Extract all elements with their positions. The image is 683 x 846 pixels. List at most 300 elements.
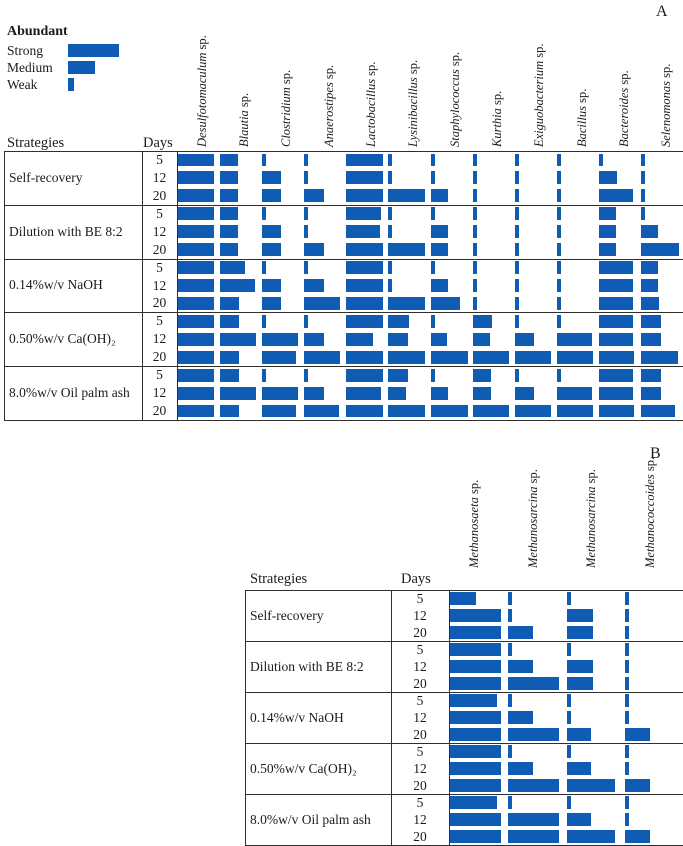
day-label: 20 <box>152 403 167 419</box>
abundance-bar <box>178 189 214 202</box>
abundance-bar <box>178 207 214 220</box>
abundance-bar <box>625 796 629 808</box>
abundance-bar <box>508 813 559 825</box>
abundance-bar <box>508 796 512 808</box>
strategy-label: Dilution with BE 8:2 <box>9 223 123 239</box>
abundance-bar <box>508 694 512 706</box>
abundance-bar <box>304 369 308 382</box>
legend-item <box>7 44 119 57</box>
abundance-bar <box>473 333 491 346</box>
abundance-bar <box>431 171 435 184</box>
abundance-bar <box>262 315 266 328</box>
day-label: 5 <box>156 259 163 275</box>
abundance-bar <box>346 405 382 418</box>
abundance-bar <box>450 830 502 842</box>
abundance-bar <box>304 207 308 220</box>
abundance-bar <box>431 333 448 346</box>
abundance-bar <box>450 677 502 689</box>
abundance-bar <box>262 207 266 220</box>
abundance-bar <box>508 677 559 689</box>
legend-bar <box>68 61 95 74</box>
abundance-bar <box>515 154 519 167</box>
abundance-bar <box>641 369 661 382</box>
abundance-bar <box>557 243 561 256</box>
day-label: 20 <box>152 295 167 311</box>
abundance-bar <box>625 643 629 655</box>
strategy-label: Self-recovery <box>250 607 324 623</box>
strategy-label: 0.50%w/v Ca(OH)₂ <box>9 331 116 347</box>
abundance-bar <box>515 297 519 310</box>
legend-bar <box>68 44 119 57</box>
abundance-bar <box>304 297 340 310</box>
species-genus: Kurthia <box>490 108 505 147</box>
abundance-bar <box>388 261 392 274</box>
species-genus: Bacteroides <box>616 87 631 147</box>
species-genus: Methanosarcina <box>584 486 599 568</box>
abundance-bar <box>625 626 629 638</box>
abundance-bar <box>450 728 502 740</box>
abundance-bar <box>262 225 282 238</box>
abundance-bar <box>567 796 571 808</box>
abundance-bar <box>388 333 408 346</box>
abundance-bar <box>567 830 615 842</box>
abundance-bar <box>388 243 424 256</box>
abundance-bar <box>515 405 551 418</box>
abundance-bar <box>599 261 633 274</box>
abundance-bar <box>508 728 559 740</box>
abundance-bar <box>346 154 382 167</box>
abundance-bar <box>557 189 561 202</box>
abundance-bar <box>567 609 593 621</box>
day-label: 20 <box>413 727 427 742</box>
abundance-bar <box>262 243 282 256</box>
species-genus: Selenomonas <box>658 81 673 147</box>
abundance-bar <box>346 315 382 328</box>
strategy-label: 8.0%w/v Oil palm ash <box>9 385 130 401</box>
abundance-bar <box>178 154 214 167</box>
table-border <box>245 590 246 845</box>
abundance-bar <box>515 261 519 274</box>
abundance-bar <box>450 609 502 621</box>
abundance-bar <box>557 279 561 292</box>
abundance-bar <box>515 333 535 346</box>
abundance-bar <box>450 643 502 655</box>
abundance-bar <box>178 297 214 310</box>
abundance-bar <box>220 279 255 292</box>
species-genus: Methanosaeta <box>467 497 482 568</box>
abundance-bar <box>473 369 492 382</box>
abundance-bar <box>473 189 477 202</box>
abundance-bar <box>625 677 629 689</box>
abundance-bar <box>304 189 324 202</box>
strategy-label: 8.0%w/v Oil palm ash <box>250 811 371 827</box>
abundance-bar <box>641 387 661 400</box>
abundance-bar <box>641 315 661 328</box>
abundance-bar <box>473 279 477 292</box>
abundance-bar <box>220 297 240 310</box>
abundance-bar <box>431 207 435 220</box>
abundance-bar <box>567 779 615 791</box>
abundance-bar <box>473 243 477 256</box>
abundance-bar <box>346 261 382 274</box>
abundance-bar <box>473 351 509 364</box>
species-genus: Methanococcoides <box>642 474 657 568</box>
abundance-bar <box>431 405 468 418</box>
abundance-bar <box>557 333 592 346</box>
abundance-bar <box>450 626 502 638</box>
abundance-bar <box>450 711 502 723</box>
abundance-bar <box>178 279 214 292</box>
abundance-bar <box>346 297 382 310</box>
species-header: Methanosarcina sp. <box>525 469 540 568</box>
abundance-bar <box>599 154 603 167</box>
species-genus: Clostridium <box>279 87 294 147</box>
day-label: 5 <box>416 744 424 759</box>
abundance-bar <box>220 351 240 364</box>
day-label: 12 <box>152 385 167 401</box>
abundance-bar <box>508 711 533 723</box>
abundance-bar <box>515 351 551 364</box>
legend-item <box>7 61 119 74</box>
abundance-bar <box>431 189 449 202</box>
day-label: 20 <box>152 187 167 203</box>
abundance-bar <box>515 369 519 382</box>
abundance-bar <box>388 225 392 238</box>
abundance-bar <box>473 405 509 418</box>
abundance-bar <box>220 261 245 274</box>
table-border <box>4 420 683 421</box>
abundance-bar <box>599 405 634 418</box>
day-label: 12 <box>413 812 427 827</box>
abundance-bar <box>388 297 424 310</box>
strategy-label: Dilution with BE 8:2 <box>250 658 364 674</box>
species-header: Desulfotomaculum sp. <box>195 35 210 147</box>
abundance-bar <box>515 315 519 328</box>
abundance-bar <box>220 154 239 167</box>
abundance-bar <box>508 745 512 757</box>
abundance-bar <box>557 154 561 167</box>
abundance-bar <box>473 171 477 184</box>
abundance-bar <box>262 261 266 274</box>
day-label: 12 <box>152 277 167 293</box>
abundance-bar <box>599 171 617 184</box>
abundance-bar <box>557 261 561 274</box>
species-header: Bacteroides sp. <box>616 70 631 147</box>
abundance-bar <box>346 225 380 238</box>
abundance-bar <box>557 387 592 400</box>
abundance-bar <box>178 315 214 328</box>
species-header: Selenomonas sp. <box>658 63 673 147</box>
abundance-bar <box>625 609 629 621</box>
strategies-header-b: Strategies <box>250 571 308 587</box>
abundance-bar <box>567 745 571 757</box>
abundance-bar <box>220 243 239 256</box>
abundance-bar <box>567 677 593 689</box>
day-label: 12 <box>413 710 427 725</box>
species-header: Methanococcoides sp. <box>642 456 657 568</box>
species-genus: Blautia <box>237 110 252 147</box>
abundance-bar <box>262 189 282 202</box>
abundance-bar <box>473 315 493 328</box>
species-header: Lysinibacillus sp. <box>405 59 420 147</box>
abundance-bar <box>599 225 616 238</box>
strategy-label: 0.50%w/v Ca(OH)₂ <box>250 760 357 776</box>
abundance-bar <box>625 728 650 740</box>
abundance-bar <box>515 207 519 220</box>
abundance-bar <box>508 592 512 604</box>
day-label: 5 <box>156 205 163 221</box>
day-label: 20 <box>413 625 427 640</box>
legend-item-label: Medium <box>7 60 53 75</box>
abundance-bar <box>431 154 435 167</box>
abundance-bar <box>625 711 629 723</box>
species-header: Lactobacillus sp. <box>363 61 378 147</box>
abundance-bar <box>220 333 256 346</box>
species-genus: Exiguobacterium <box>532 60 547 147</box>
strategy-label: 0.14%w/v NaOH <box>250 709 344 725</box>
species-header: Staphylococcus sp. <box>448 51 463 147</box>
abundance-bar <box>557 405 593 418</box>
abundance-bar <box>625 660 629 672</box>
abundance-bar <box>557 315 561 328</box>
abundance-bar <box>625 830 650 842</box>
abundance-bar <box>450 762 502 774</box>
strategies-header-a: Strategies <box>7 135 65 151</box>
abundance-bar <box>625 813 629 825</box>
abundance-bar <box>220 387 256 400</box>
days-header-b: Days <box>401 571 431 587</box>
abundance-bar <box>450 694 497 706</box>
day-label: 20 <box>413 829 427 844</box>
species-genus: Staphylococcus <box>448 69 463 147</box>
abundance-bar <box>557 171 561 184</box>
day-label: 20 <box>413 676 427 691</box>
abundance-bar <box>473 261 477 274</box>
abundance-bar <box>388 351 424 364</box>
abundance-bar <box>388 207 392 220</box>
abundance-bar <box>178 351 214 364</box>
legend-title: Abundant <box>7 24 68 39</box>
legend-item <box>7 78 119 91</box>
abundance-bar <box>625 592 629 604</box>
abundance-bar <box>599 189 633 202</box>
abundance-bar <box>178 405 214 418</box>
abundance-bar <box>450 779 502 791</box>
abundance-bar <box>388 315 409 328</box>
abundance-bar <box>641 243 678 256</box>
table-border <box>4 151 5 420</box>
abundance-bar <box>450 592 477 604</box>
day-label: 5 <box>416 693 424 708</box>
abundance-bar <box>388 279 392 292</box>
abundance-bar <box>641 207 645 220</box>
abundance-bar <box>599 387 633 400</box>
abundance-bar <box>641 297 659 310</box>
abundance-bar <box>599 351 634 364</box>
abundance-bar <box>567 660 593 672</box>
abundance-bar <box>599 279 633 292</box>
abundance-bar <box>388 387 406 400</box>
abundance-bar <box>473 387 492 400</box>
abundance-bar <box>178 387 214 400</box>
abundance-bar <box>508 830 559 842</box>
abundance-bar <box>262 351 296 364</box>
day-label: 20 <box>413 778 427 793</box>
abundance-bar <box>388 154 392 167</box>
day-label: 5 <box>156 367 163 383</box>
species-header: Bacillus sp. <box>574 88 589 147</box>
abundance-bar <box>473 297 477 310</box>
day-label: 12 <box>413 608 427 623</box>
abundance-bar <box>515 243 519 256</box>
abundance-bar <box>599 315 633 328</box>
abundance-bar <box>567 592 571 604</box>
abundance-bar <box>304 243 324 256</box>
abundance-bar <box>641 225 658 238</box>
abundance-bar <box>220 189 239 202</box>
abundance-bar <box>508 609 512 621</box>
species-genus: Anaerostipes <box>321 82 336 147</box>
abundance-bar <box>557 225 561 238</box>
days-header-a: Days <box>143 135 173 151</box>
abundance-bar <box>346 351 382 364</box>
abundance-bar <box>262 369 266 382</box>
abundance-bar <box>450 813 502 825</box>
abundance-bar <box>599 243 616 256</box>
abundance-bar <box>304 387 324 400</box>
abundance-bar <box>641 171 645 184</box>
abundance-bar <box>431 261 435 274</box>
abundance-bar <box>557 351 593 364</box>
abundance-bar <box>388 189 424 202</box>
species-genus: Methanosarcina <box>525 486 540 568</box>
abundance-bar <box>515 387 535 400</box>
species-header: Methanosarcina sp. <box>584 469 599 568</box>
abundance-bar <box>450 660 502 672</box>
abundance-bar <box>625 779 650 791</box>
species-header: Clostridium sp. <box>279 69 294 147</box>
day-label: 5 <box>156 313 163 329</box>
day-label: 20 <box>152 349 167 365</box>
abundance-bar <box>346 243 382 256</box>
panel-b-tag: B <box>650 445 661 462</box>
day-label: 5 <box>416 795 424 810</box>
species-genus: Desulfotomaculum <box>195 52 210 147</box>
species-genus: Bacillus <box>574 106 589 147</box>
abundance-bar <box>304 171 308 184</box>
abundance-bar <box>262 171 282 184</box>
abundance-bar <box>641 351 677 364</box>
abundance-bar <box>567 694 571 706</box>
abundance-bar <box>388 405 424 418</box>
day-label: 12 <box>413 659 427 674</box>
species-genus: Lysinibacillus <box>405 77 420 147</box>
abundance-bar <box>388 171 392 184</box>
abundance-bar <box>431 225 449 238</box>
abundance-bar <box>178 261 214 274</box>
abundance-bar <box>178 171 214 184</box>
abundance-bar <box>450 745 502 757</box>
abundance-bar <box>346 171 382 184</box>
abundance-bar <box>599 297 633 310</box>
abundance-bar <box>599 207 616 220</box>
abundance-bar <box>178 243 214 256</box>
day-label: 12 <box>152 223 167 239</box>
abundance-bar <box>508 626 533 638</box>
abundance-bar <box>178 225 214 238</box>
species-header: Exiguobacterium sp. <box>532 43 547 147</box>
abundance-bar <box>431 279 449 292</box>
abundance-bar <box>346 369 382 382</box>
abundance-bar <box>641 189 645 202</box>
abundance-bar <box>220 405 240 418</box>
legend-item-label: Weak <box>7 77 38 92</box>
abundance-bar <box>304 225 308 238</box>
abundance-bar <box>473 207 477 220</box>
abundance-bar <box>220 171 239 184</box>
abundance-bar <box>599 369 633 382</box>
abundance-bar <box>515 189 519 202</box>
abundance-bar <box>220 225 239 238</box>
abundance-bar <box>178 369 214 382</box>
abundance-bar <box>262 387 298 400</box>
abundance-bar <box>220 315 240 328</box>
day-label: 12 <box>152 331 167 347</box>
abundance-bar <box>641 279 658 292</box>
species-header: Methanosaeta sp. <box>467 479 482 568</box>
abundance-bar <box>262 405 296 418</box>
abundance-bar <box>304 351 340 364</box>
abundance-bar <box>625 762 629 774</box>
abundance-bar <box>220 369 240 382</box>
abundance-bar <box>641 261 658 274</box>
day-label: 12 <box>152 169 167 185</box>
abundance-bar <box>557 207 561 220</box>
abundance-bar <box>473 225 477 238</box>
abundance-bar <box>567 728 592 740</box>
abundance-bar <box>625 745 629 757</box>
abundance-bar <box>567 711 571 723</box>
abundance-bar <box>304 315 308 328</box>
abundance-bar <box>304 279 324 292</box>
abundance-bar <box>304 405 339 418</box>
abundance-bar <box>641 154 645 167</box>
species-header: Blautia sp. <box>237 92 252 147</box>
abundance-bar <box>599 333 633 346</box>
abundance-bar <box>508 643 512 655</box>
day-label: 5 <box>416 642 424 657</box>
abundance-bar <box>450 796 497 808</box>
abundance-bar <box>431 369 435 382</box>
abundance-bar <box>262 154 266 167</box>
abundance-bar <box>262 279 282 292</box>
abundance-bar <box>220 207 239 220</box>
abundance-bar <box>304 154 308 167</box>
abundance-bar <box>178 333 214 346</box>
abundance-bar <box>567 626 593 638</box>
day-label: 12 <box>413 761 427 776</box>
legend-rows <box>7 44 119 91</box>
abundance-bar <box>431 297 460 310</box>
abundance-legend <box>7 24 119 95</box>
abundance-bar <box>567 813 592 825</box>
abundance-bar <box>346 279 382 292</box>
abundance-bar <box>557 297 561 310</box>
legend-item-label: Strong <box>7 43 44 58</box>
abundance-bar <box>431 387 449 400</box>
abundance-bar <box>346 333 373 346</box>
abundance-bar <box>567 762 592 774</box>
